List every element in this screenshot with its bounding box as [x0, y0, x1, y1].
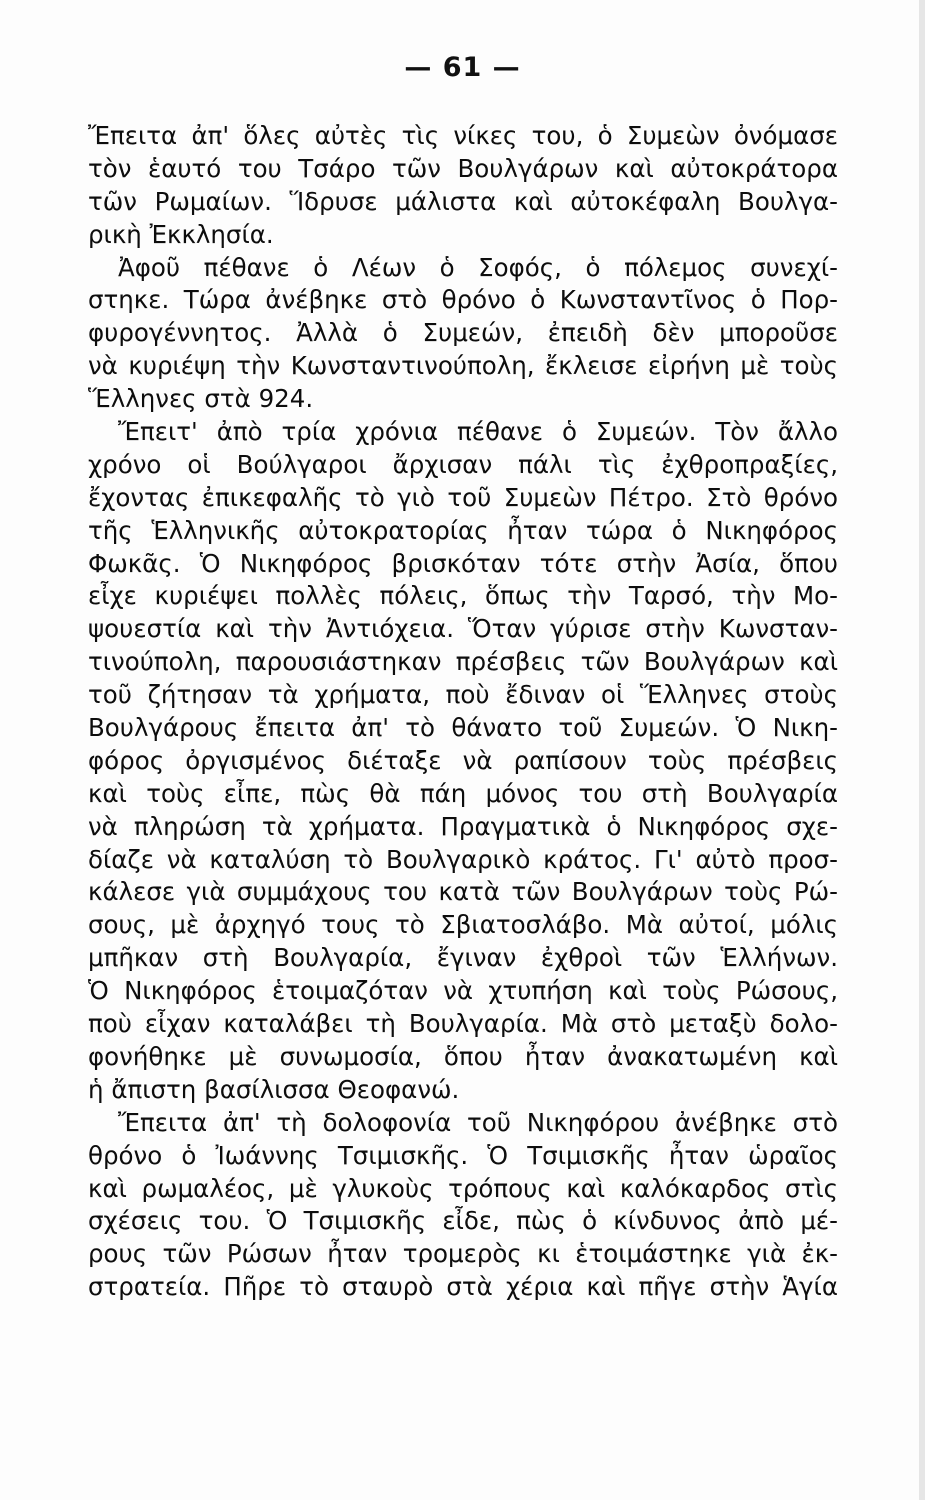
text-line: τῶν Ρωμαίων. Ἵδρυσε μάλιστα καὶ αὐτοκέφαλη Βουλγα- — [88, 186, 838, 216]
text-line: στηκε. Τώρα ἀνέβηκε στὸ θρόνο ὁ Κωνσταντῖνος ὁ Πορ- — [88, 285, 838, 315]
text-line: σχέσεις του. Ὁ Τσιμισκῆς εἶδε, πὼς ὁ κίνδυνος ἀπὸ μέ- — [88, 1206, 838, 1236]
text-line: Ἔπειτ' ἀπὸ τρία χρόνια πέθανε ὁ Συμεών. Τὸν ἄλλο — [118, 417, 838, 447]
text-line: ἡ ἄπιστη βασίλισσα Θεοφανώ. — [88, 1074, 460, 1104]
text-line: Ὁ Νικηφόρος ἑτοιμαζόταν νὰ χτυπήση καὶ τοὺς Ρώσους, — [88, 976, 838, 1006]
text-line: εἶχε κυριέψει πολλὲς πόλεις, ὅπως τὴν Ταρσό, τὴν Μο- — [88, 581, 838, 611]
text-line: Ἔπειτα ἀπ' τὴ δολοφονία τοῦ Νικηφόρου ἀνέβηκε στὸ — [118, 1107, 838, 1137]
text-line: τῆς Ἑλληνικῆς αὐτοκρατορίας ἦταν τώρα ὁ Νικηφόρος — [88, 515, 838, 545]
paragraph — [88, 120, 838, 252]
text-line: φυρογέννητος. Ἀλλὰ ὁ Συμεών, ἐπειδὴ δὲν μποροῦσε — [88, 318, 838, 348]
text-line: καὶ ρωμαλέος, μὲ γλυκοὺς τρόπους καὶ καλόκαρδος στὶς — [88, 1173, 838, 1203]
text-line: τινούπολη, παρουσιάστηκαν πρέσβεις τῶν Βουλγάρων καὶ — [88, 647, 838, 677]
text-line: Ἔπειτα ἀπ' ὅλες αὐτὲς τὶς νίκες του, ὁ Συμεὼν ὀνόμασε — [88, 121, 838, 150]
paragraph — [88, 1107, 838, 1304]
text-line: στρατεία. Πῆρε τὸ σταυρὸ στὰ χέρια καὶ πῆγε στὴν Ἁγία — [88, 1272, 838, 1302]
text-line: δίαζε νὰ καταλύση τὸ Βουλγαρικὸ κράτος. Γι' αὐτὸ προσ- — [88, 844, 838, 874]
text-line: φονήθηκε μὲ συνωμοσία, ὅπου ἦταν ἀνακατωμένη καὶ — [88, 1041, 838, 1071]
text-line: μπῆκαν στὴ Βουλγαρία, ἔγιναν ἐχθροὶ τῶν Ἑλλήνων. — [88, 943, 838, 973]
text-line: τὸν ἑαυτό του Τσάρο τῶν Βουλγάρων καὶ αὐτοκράτορα — [88, 153, 838, 183]
text-line: χρόνο οἱ Βούλγαροι ἄρχισαν πάλι τὶς ἐχθροπραξίες, — [88, 449, 838, 479]
text-line: νὰ πληρώση τὰ χρήματα. Πραγματικὰ ὁ Νικηφόρος σχε- — [88, 811, 838, 841]
text-line: ἔχοντας ἐπικεφαλῆς τὸ γιὸ τοῦ Συμεὼν Πέτρο. Στὸ θρόνο — [88, 482, 838, 512]
text-line: σους, μὲ ἀρχηγό τους τὸ Σβιατοσλάβο. Μὰ αὐτοί, μόλις — [88, 910, 838, 940]
text-line: Φωκᾶς. Ὁ Νικηφόρος βρισκόταν τότε στὴν Ἀσία, ὅπου — [88, 548, 838, 578]
text-line: ψουεστία καὶ τὴν Ἀντιόχεια. Ὅταν γύρισε στὴν Κωνσταν- — [88, 614, 838, 644]
text-line: Ἕλληνες στὰ 924. — [88, 384, 314, 414]
text-line: Βουλγάρους ἔπειτα ἀπ' τὸ θάνατο τοῦ Συμεών. Ὁ Νικη- — [88, 713, 838, 743]
text-line: θρόνο ὁ Ἰωάννης Τσιμισκῆς. Ὁ Τσιμισκῆς ἦταν ὡραῖος — [88, 1140, 838, 1170]
body-text — [88, 120, 838, 1304]
text-line: νὰ κυριέψη τὴν Κωνσταντινούπολη, ἔκλεισε εἰρήνη μὲ τοὺς — [88, 351, 838, 381]
text-line: ρικὴ Ἐκκλησία. — [88, 219, 274, 249]
text-line: τοῦ ζήτησαν τὰ χρήματα, ποὺ ἔδιναν οἱ Ἕλληνες στοὺς — [88, 680, 838, 710]
text-line: καὶ τοὺς εἶπε, πὼς θὰ πάη μόνος του στὴ Βουλγαρία — [88, 778, 838, 808]
text-line: ρους τῶν Ρώσων ἦταν τρομερὸς κι ἑτοιμάστηκε γιὰ ἐκ- — [88, 1239, 838, 1269]
text-line: κάλεσε γιὰ συμμάχους του κατὰ τῶν Βουλγάρων τοὺς Ρώ- — [88, 877, 838, 907]
paragraph — [88, 416, 838, 1107]
paragraph — [88, 252, 838, 416]
text-line: φόρος ὀργισμένος διέταξε νὰ ραπίσουν τοὺς πρέσβεις — [88, 745, 838, 775]
page-number: — 61 — — [404, 52, 521, 83]
text-line: ποὺ εἶχαν καταλάβει τὴ Βουλγαρία. Μὰ στὸ μεταξὺ δολο- — [88, 1009, 838, 1039]
text-line: Ἀφοῦ πέθανε ὁ Λέων ὁ Σοφός, ὁ πόλεμος συνεχί- — [118, 252, 838, 282]
